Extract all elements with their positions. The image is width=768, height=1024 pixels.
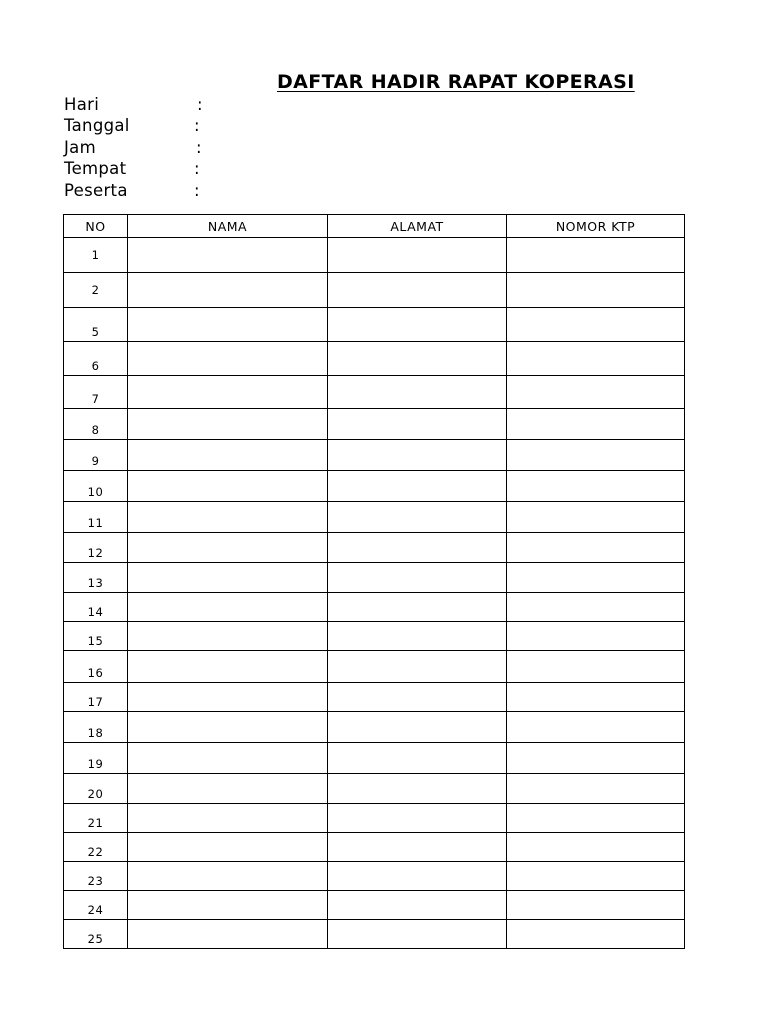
- table-row: [64, 273, 685, 308]
- nomor-ktp-cell: [507, 471, 685, 502]
- nomor-ktp-cell: [507, 308, 685, 342]
- nomor-ktp-cell: [507, 533, 685, 563]
- alamat-cell: [328, 308, 507, 342]
- table-row: [64, 804, 685, 833]
- nama-cell: [128, 342, 328, 376]
- table-row: [64, 833, 685, 862]
- nama-cell: [128, 683, 328, 712]
- nama-cell: [128, 743, 328, 774]
- table-row: [64, 238, 685, 273]
- alamat-cell: [328, 712, 507, 743]
- nama-cell: [128, 409, 328, 440]
- alamat-cell: [328, 376, 507, 409]
- nomor-ktp-cell: [507, 683, 685, 712]
- row-number: 2: [64, 273, 128, 308]
- nomor-ktp-cell: [507, 743, 685, 774]
- nama-cell: [128, 651, 328, 683]
- alamat-cell: [328, 533, 507, 563]
- nama-cell: [128, 774, 328, 804]
- row-number: 10: [64, 471, 128, 502]
- alamat-cell: [328, 471, 507, 502]
- nama-cell: [128, 891, 328, 920]
- row-number: 17: [64, 683, 128, 712]
- table-row: [64, 651, 685, 683]
- nama-cell: [128, 563, 328, 593]
- row-number: 14: [64, 593, 128, 622]
- row-number: 22: [64, 833, 128, 862]
- alamat-cell: [328, 920, 507, 949]
- row-number: 25: [64, 920, 128, 949]
- table-row: [64, 920, 685, 949]
- table-row: [64, 308, 685, 342]
- table-header-row: [64, 215, 685, 238]
- table-row: [64, 471, 685, 502]
- nama-cell: [128, 308, 328, 342]
- row-number: 5: [64, 308, 128, 342]
- alamat-cell: [328, 891, 507, 920]
- nomor-ktp-cell: [507, 238, 685, 273]
- nama-cell: [128, 804, 328, 833]
- row-number: 15: [64, 622, 128, 651]
- nomor-ktp-cell: [507, 622, 685, 651]
- alamat-cell: [328, 862, 507, 891]
- alamat-cell: [328, 238, 507, 273]
- table-row: [64, 862, 685, 891]
- row-number: 8: [64, 409, 128, 440]
- alamat-cell: [328, 273, 507, 308]
- info-label-tempat: Tempat: [64, 159, 127, 179]
- alamat-cell: [328, 593, 507, 622]
- table-row: [64, 683, 685, 712]
- row-number: 1: [64, 238, 128, 273]
- nomor-ktp-cell: [507, 891, 685, 920]
- nomor-ktp-cell: [507, 862, 685, 891]
- alamat-cell: [328, 502, 507, 533]
- nama-cell: [128, 920, 328, 949]
- nomor-ktp-cell: [507, 920, 685, 949]
- row-number: 13: [64, 563, 128, 593]
- row-number: 9: [64, 440, 128, 471]
- nama-cell: [128, 502, 328, 533]
- table-row: [64, 376, 685, 409]
- table-row: [64, 563, 685, 593]
- table-row: [64, 593, 685, 622]
- header-no: NO: [64, 215, 128, 238]
- info-colon-tempat: :: [194, 159, 200, 179]
- nama-cell: [128, 622, 328, 651]
- header-nomor-ktp: NOMOR KTP: [507, 215, 685, 238]
- table-row: [64, 502, 685, 533]
- nomor-ktp-cell: [507, 712, 685, 743]
- nama-cell: [128, 471, 328, 502]
- alamat-cell: [328, 774, 507, 804]
- row-number: 6: [64, 342, 128, 376]
- nomor-ktp-cell: [507, 651, 685, 683]
- table-row: [64, 774, 685, 804]
- alamat-cell: [328, 804, 507, 833]
- header-nama: NAMA: [128, 215, 328, 238]
- row-number: 11: [64, 502, 128, 533]
- table-body: [64, 238, 685, 949]
- info-label-jam: Jam: [64, 137, 96, 157]
- header-alamat: ALAMAT: [328, 215, 507, 238]
- alamat-cell: [328, 651, 507, 683]
- row-number: 20: [64, 774, 128, 804]
- row-number: 7: [64, 376, 128, 409]
- nomor-ktp-cell: [507, 593, 685, 622]
- info-label-peserta: Peserta: [64, 180, 128, 200]
- nama-cell: [128, 833, 328, 862]
- alamat-cell: [328, 622, 507, 651]
- row-number: 16: [64, 651, 128, 683]
- table-row: [64, 743, 685, 774]
- attendance-table: [63, 214, 685, 949]
- row-number: 12: [64, 533, 128, 563]
- title-container: [277, 70, 684, 94]
- nomor-ktp-cell: [507, 440, 685, 471]
- alamat-cell: [328, 409, 507, 440]
- nomor-ktp-cell: [507, 774, 685, 804]
- alamat-cell: [328, 683, 507, 712]
- table-row: [64, 409, 685, 440]
- row-number: 24: [64, 891, 128, 920]
- info-colon-tanggal: :: [194, 116, 200, 136]
- info-label-hari: Hari: [64, 95, 100, 114]
- row-number: 23: [64, 862, 128, 891]
- table-row: [64, 712, 685, 743]
- info-colon-hari: :: [197, 95, 203, 114]
- nama-cell: [128, 238, 328, 273]
- nomor-ktp-cell: [507, 342, 685, 376]
- nama-cell: [128, 440, 328, 471]
- table-row: [64, 891, 685, 920]
- alamat-cell: [328, 342, 507, 376]
- table-row: [64, 622, 685, 651]
- table-row: [64, 342, 685, 376]
- nomor-ktp-cell: [507, 833, 685, 862]
- nomor-ktp-cell: [507, 502, 685, 533]
- info-label-tanggal: Tanggal: [64, 116, 130, 136]
- info-colon-jam: :: [196, 137, 202, 157]
- alamat-cell: [328, 563, 507, 593]
- nomor-ktp-cell: [507, 804, 685, 833]
- nama-cell: [128, 712, 328, 743]
- nama-cell: [128, 376, 328, 409]
- row-number: 21: [64, 804, 128, 833]
- nomor-ktp-cell: [507, 409, 685, 440]
- nomor-ktp-cell: [507, 563, 685, 593]
- row-number: 19: [64, 743, 128, 774]
- nama-cell: [128, 862, 328, 891]
- nama-cell: [128, 533, 328, 563]
- alamat-cell: [328, 440, 507, 471]
- info-colon-peserta: :: [194, 180, 200, 200]
- table-row: [64, 440, 685, 471]
- document-title: DAFTAR HADIR RAPAT KOPERASI: [277, 71, 635, 93]
- alamat-cell: [328, 743, 507, 774]
- nama-cell: [128, 593, 328, 622]
- table-row: [64, 533, 685, 563]
- nomor-ktp-cell: [507, 376, 685, 409]
- row-number: 18: [64, 712, 128, 743]
- nomor-ktp-cell: [507, 273, 685, 308]
- alamat-cell: [328, 833, 507, 862]
- nama-cell: [128, 273, 328, 308]
